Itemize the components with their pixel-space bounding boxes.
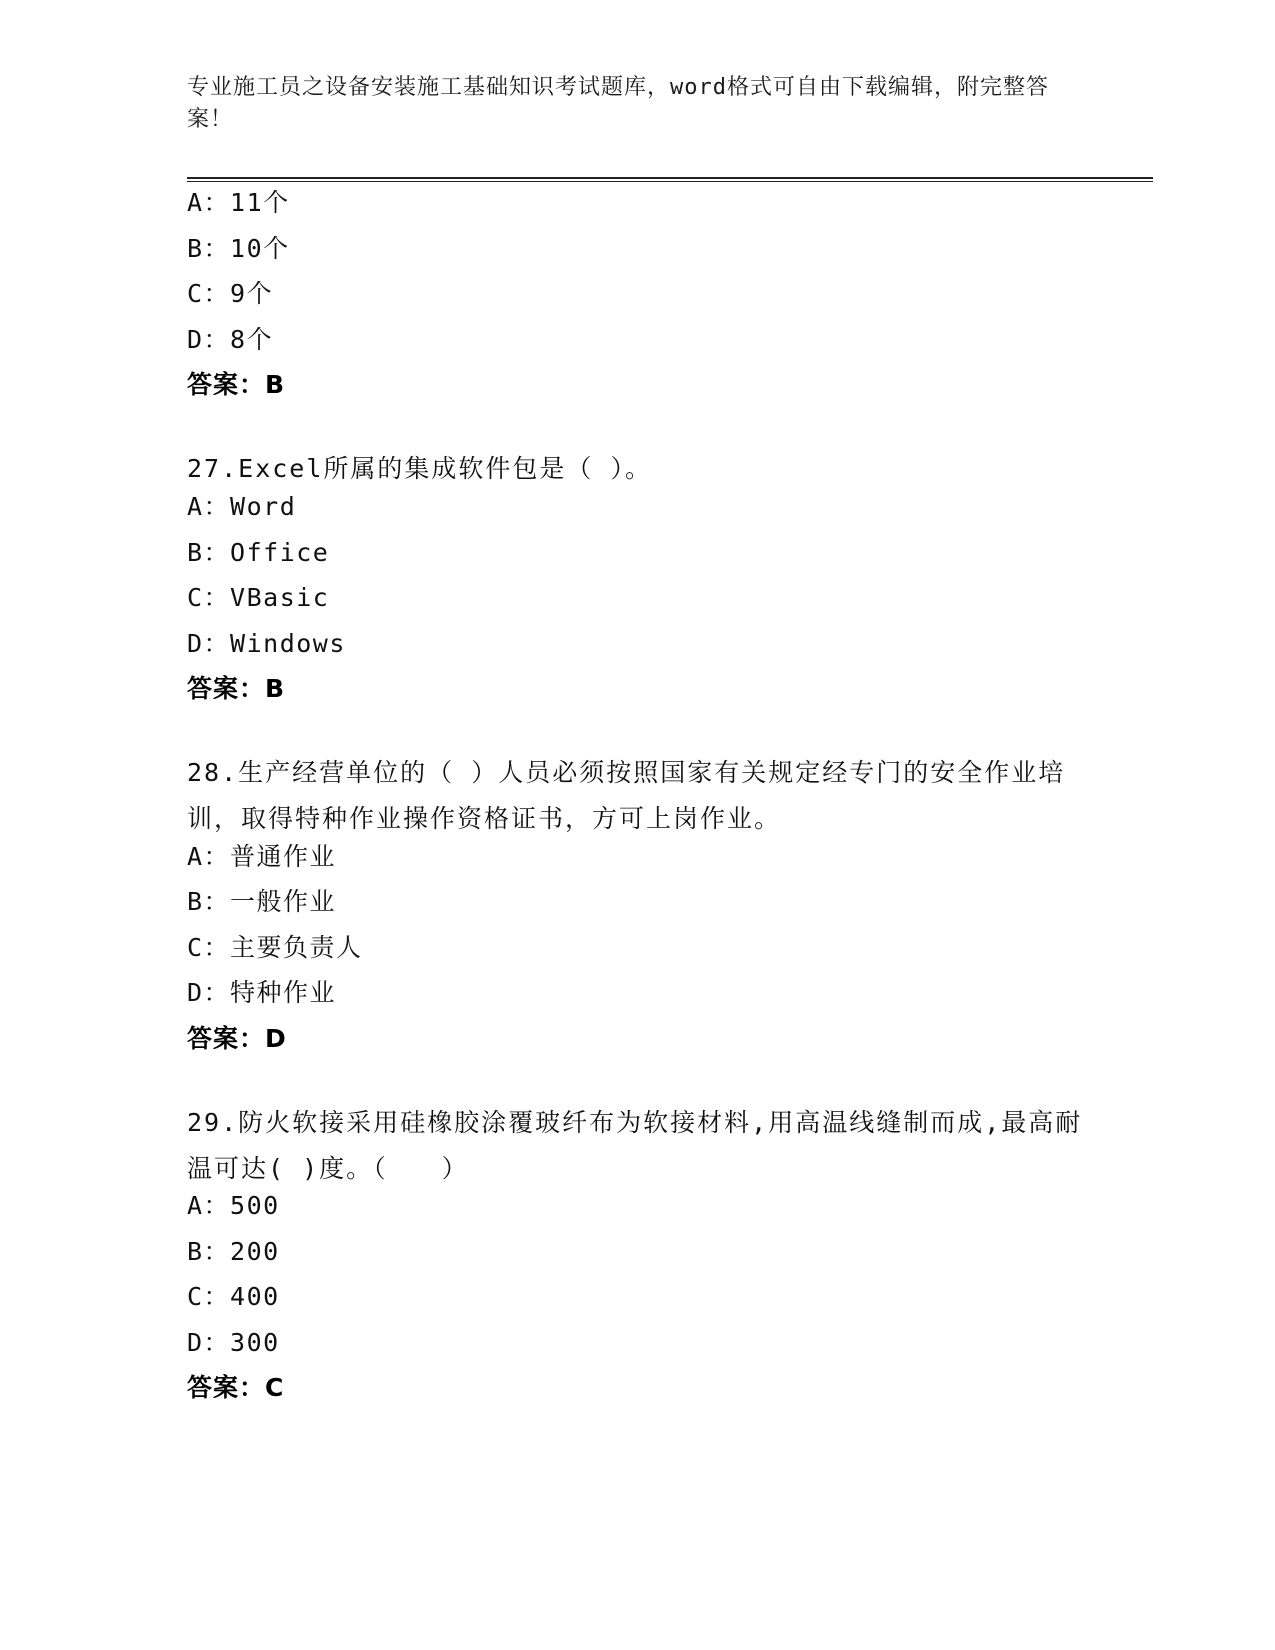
question-27	[187, 446, 1087, 704]
question-text: 27.Excel所属的集成软件包是（ ）。	[187, 454, 652, 484]
header-divider	[187, 177, 1153, 182]
option-d: D：特种作业	[187, 978, 337, 1008]
question-28	[187, 750, 1087, 1054]
option-b: B：一般作业	[187, 887, 337, 917]
answer-label: 答案：C	[187, 1373, 285, 1403]
question-text: 29.防火软接采用硅橡胶涂覆玻纤布为软接材料,用高温线缝制而成,最高耐温可达( )度。（ ）	[187, 1107, 1083, 1183]
answer-label: 答案：B	[187, 370, 286, 400]
option-c: C：VBasic	[187, 583, 330, 613]
option-a: A：500	[187, 1191, 280, 1221]
option-d: D：8个	[187, 324, 274, 354]
option-c: C：9个	[187, 279, 274, 309]
option-a: A：Word	[187, 491, 297, 521]
option-d: D：300	[187, 1327, 280, 1357]
option-a: A：普通作业	[187, 841, 337, 871]
answer-label: 答案：B	[187, 674, 286, 704]
option-b: B：Office	[187, 537, 330, 567]
option-b: B：200	[187, 1236, 280, 1266]
question-26-continued	[187, 188, 1087, 400]
question-text: 28.生产经营单位的（ ）人员必须按照国家有关规定经专门的安全作业培训，取得特种作业操作资格证书，方可上岗作业。	[187, 758, 1066, 833]
option-d: D：Windows	[187, 628, 346, 658]
answer-label: 答案：D	[187, 1023, 287, 1053]
option-c: C：400	[187, 1282, 280, 1312]
option-c: C：主要负责人	[187, 932, 363, 962]
question-29	[187, 1100, 1087, 1404]
option-b: B：10个	[187, 233, 290, 263]
option-a: A：11个	[187, 188, 290, 217]
document-header: 专业施工员之设备安装施工基础知识考试题库，word格式可自由下载编辑，附完整答案！	[187, 75, 1049, 132]
question-list	[187, 188, 1087, 1419]
